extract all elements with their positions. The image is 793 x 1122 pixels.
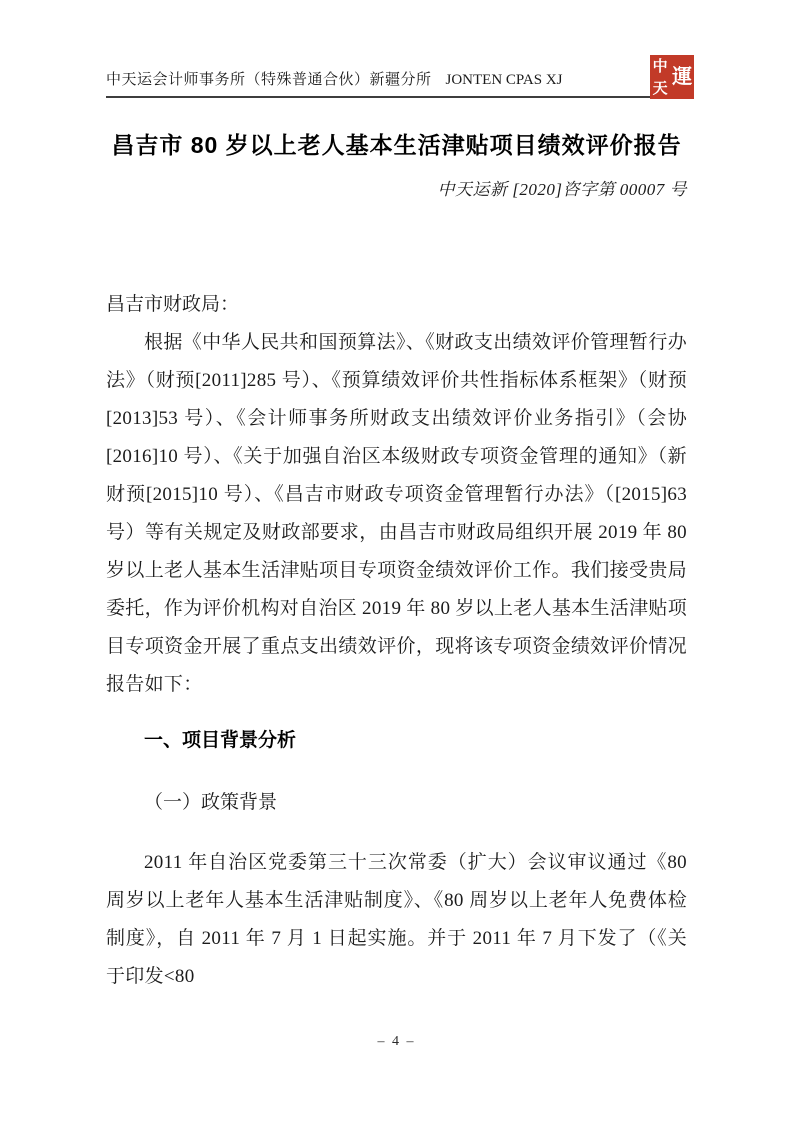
firm-name-line <box>106 68 687 89</box>
seal-char-zhong: 中 <box>652 57 668 75</box>
salutation: 昌吉市财政局： <box>106 294 240 315</box>
page-number: – 4 – <box>377 1034 416 1049</box>
document-body <box>0 122 793 996</box>
report-title: 昌吉市 80 岁以上老人基本生活津贴项目绩效评价报告 <box>111 132 682 158</box>
firm-name-chinese: 中天运会计师事务所（特殊普通合伙）新疆分所 <box>106 72 432 88</box>
subsection-1-1-heading: （一）政策背景 <box>144 792 278 813</box>
section-1-heading: 一、项目背景分析 <box>144 730 297 751</box>
company-seal-icon <box>650 55 694 99</box>
document-header <box>106 0 693 98</box>
seal-char-yun: 運 <box>672 66 693 88</box>
intro-paragraph: 根据《中华人民共和国预算法》、《财政支出绩效评价管理暂行办法》（财预[2011]285 号）、《预算绩效评价共性指标体系框架》（财预[2013]53 号）、《会计师事务所财政支出绩效评价业务指引》（会协[2016]10 号）、《关于加强自治区本级财政专项资金管理的通知》（新财预[2015]10 号）、《昌吉市财政专项资金管理暂行办法》（[2015]63 号）等有关规定及财政部要求，由昌吉市财政局组织开展 2019 年 80 岁以上老人基本生活津贴项目专项资金绩效评价工作。我们接受贵局委托，作为评价机构对自治区 2019 年 80 岁以上老人基本生活津贴项目专项资金开展了重点支出绩效评价，现将该专项资金绩效评价情况报告如下： <box>106 332 687 695</box>
firm-name-english: JONTEN CPAS XJ <box>445 72 563 88</box>
page-footer <box>0 1034 793 1050</box>
policy-background-paragraph: 2011 年自治区党委第三十三次常委（扩大）会议审议通过《80 周岁以上老年人基本生活津贴制度》、《80 周岁以上老年人免费体检制度》，自 2011 年 7 月 1 日起实施。并于 2011 年 7 月下发了（《关于印发<80 <box>106 852 687 987</box>
document-reference-number: 中天运新 [2020]咨字第 00007 号 <box>437 180 687 199</box>
seal-char-tian: 天 <box>652 79 668 97</box>
